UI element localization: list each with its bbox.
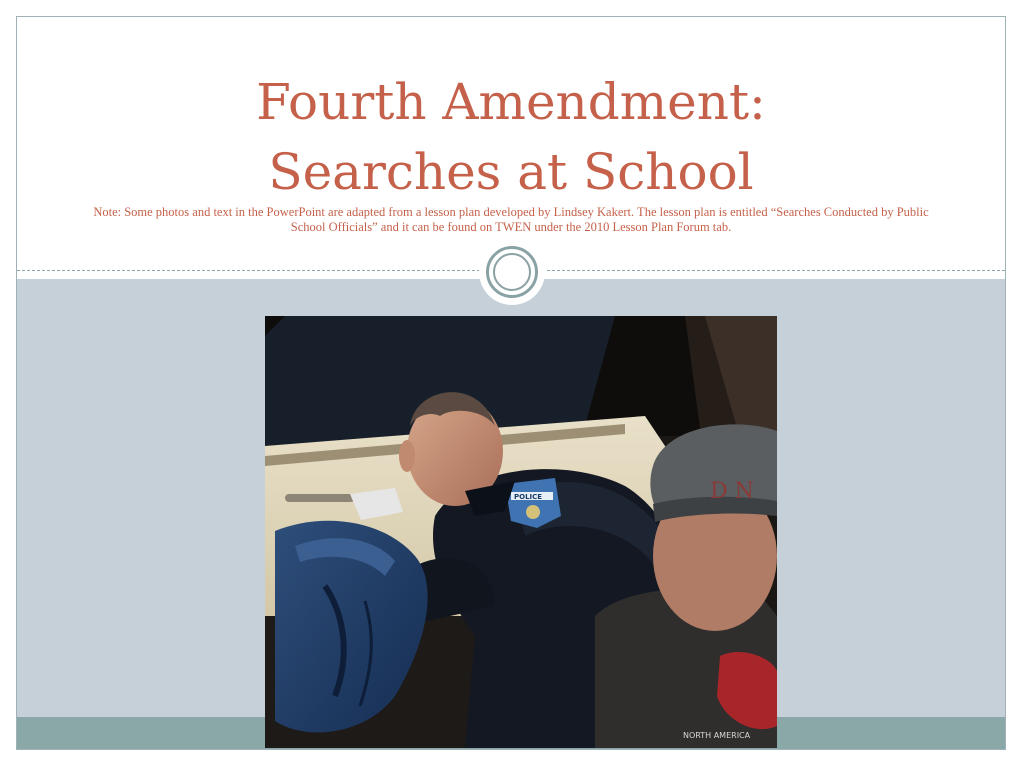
- police-search-photo: [265, 316, 777, 748]
- divider-circle-inner: [493, 253, 531, 291]
- shirt-text: NORTH AMERICA: [683, 731, 751, 740]
- title-line-2: Searches at School: [268, 143, 754, 201]
- title-line-1: Fourth Amendment:: [256, 73, 766, 131]
- slide-note: Note: Some photos and text in the PowerPoint are adapted from a lesson plan developed by Lindsey Kakert. The lesson plan is entitled “Searches Conducted by Public School Officials” and it can be found on TWEN under the 2010 Lesson Plan Forum tab.: [93, 205, 929, 234]
- title-area: [17, 17, 1005, 270]
- patch-text: POLICE: [514, 493, 543, 501]
- slide-title: [37, 67, 985, 207]
- cap-letters: D N: [710, 479, 754, 504]
